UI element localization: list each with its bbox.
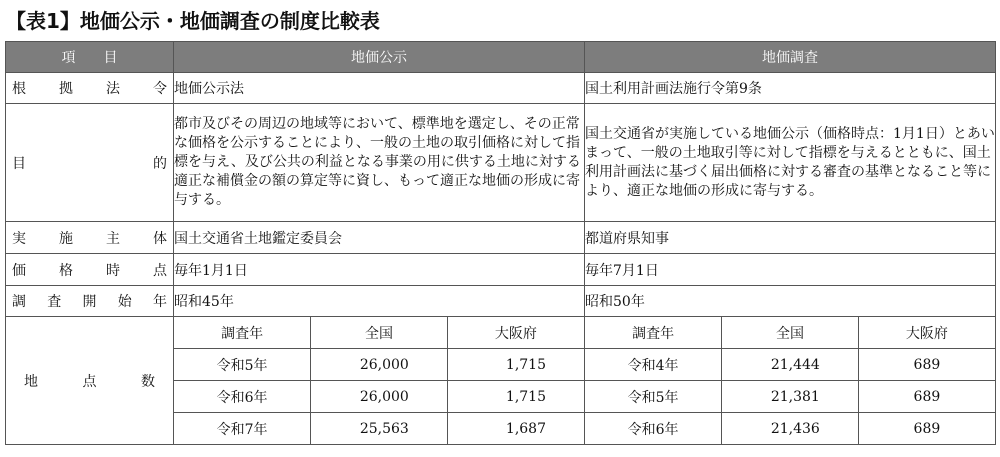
label-purpose bbox=[6, 104, 174, 222]
chosa-national: 21,381 bbox=[722, 381, 859, 413]
koji-osaka: 1,715 bbox=[447, 381, 584, 413]
chosa-year: 令和4年 bbox=[585, 349, 722, 381]
sub-header-national: 全国 bbox=[722, 317, 859, 349]
points-chosa-header bbox=[585, 317, 995, 349]
header-chosa: 地価調査 bbox=[585, 42, 996, 73]
table-row bbox=[174, 349, 584, 381]
label-points-text: 地 点 数 bbox=[24, 373, 155, 390]
start-koji: 昭和45年 bbox=[174, 286, 585, 317]
row-date bbox=[6, 254, 996, 286]
chosa-year: 令和5年 bbox=[585, 381, 722, 413]
table-row bbox=[174, 413, 584, 445]
row-points bbox=[6, 317, 996, 445]
law-koji: 地価公示法 bbox=[174, 73, 585, 104]
table-row bbox=[174, 381, 584, 413]
body-chosa: 都道府県知事 bbox=[585, 222, 996, 254]
sub-header-national: 全国 bbox=[311, 317, 448, 349]
label-points bbox=[6, 317, 174, 445]
koji-national: 26,000 bbox=[311, 349, 448, 381]
row-start bbox=[6, 286, 996, 317]
date-koji: 毎年1月1日 bbox=[174, 254, 585, 286]
purpose-chosa: 国土交通省が実施している地価公示（価格時点：1月1日）とあいまって、一般の土地取引等に対して指標を与えるとともに、国土利用計画法に基づく届出価格に対する審査の基準となること等により、適正な地価の形成に寄与する。 bbox=[585, 104, 996, 222]
header-item: 項 目 bbox=[6, 42, 174, 73]
label-purpose-text: 目 的 bbox=[12, 155, 167, 172]
label-law bbox=[6, 73, 174, 104]
header-koji: 地価公示 bbox=[174, 42, 585, 73]
chosa-osaka: 689 bbox=[858, 381, 995, 413]
table-row bbox=[585, 349, 995, 381]
koji-osaka: 1,687 bbox=[447, 413, 584, 445]
koji-national: 25,563 bbox=[311, 413, 448, 445]
header-row bbox=[6, 42, 996, 73]
sub-header-osaka: 大阪府 bbox=[858, 317, 995, 349]
points-chosa-table bbox=[585, 317, 995, 444]
law-chosa: 国土利用計画法施行令第9条 bbox=[585, 73, 996, 104]
date-chosa: 毎年7月1日 bbox=[585, 254, 996, 286]
chosa-national: 21,444 bbox=[722, 349, 859, 381]
table-title: 【表1】地価公示・地価調査の制度比較表 bbox=[6, 9, 380, 33]
chosa-year: 令和6年 bbox=[627, 421, 679, 438]
label-start bbox=[6, 286, 174, 317]
row-purpose bbox=[6, 104, 996, 222]
koji-osaka: 1,715 bbox=[447, 349, 584, 381]
points-koji-table bbox=[174, 317, 584, 444]
start-chosa: 昭和50年 bbox=[585, 286, 996, 317]
sub-header-year: 調査年 bbox=[585, 317, 722, 349]
label-law-text: 根 拠 法 令 bbox=[12, 81, 167, 97]
body-koji: 国土交通省土地鑑定委員会 bbox=[174, 222, 585, 254]
table-row bbox=[585, 413, 995, 445]
label-date-text: 価 格 時 点 bbox=[12, 262, 167, 279]
sub-header-year: 調査年 bbox=[174, 317, 311, 349]
koji-year: 令和5年 bbox=[174, 349, 311, 381]
label-body-text: 実 施 主 体 bbox=[12, 230, 167, 247]
koji-national: 26,000 bbox=[311, 381, 448, 413]
chosa-osaka: 689 bbox=[858, 413, 995, 445]
points-koji bbox=[174, 317, 585, 445]
row-body bbox=[6, 222, 996, 254]
table-row bbox=[585, 381, 995, 413]
koji-year: 令和7年 bbox=[216, 421, 268, 438]
chosa-national: 21,436 bbox=[722, 413, 859, 445]
points-koji-header bbox=[174, 317, 584, 349]
chosa-osaka: 689 bbox=[858, 349, 995, 381]
koji-year: 令和6年 bbox=[174, 381, 311, 413]
label-body bbox=[6, 222, 174, 254]
label-date bbox=[6, 254, 174, 286]
row-law bbox=[6, 73, 996, 104]
points-chosa bbox=[585, 317, 996, 445]
comparison-table bbox=[5, 41, 996, 445]
label-start-text: 調 査 開 始 年 bbox=[12, 294, 167, 310]
purpose-koji: 都市及びその周辺の地域等において、標準地を選定し、その正常な価格を公示することにより、一般の土地の取引価格に対して指標を与え、及び公共の利益となる事業の用に供する土地に対する適正な補償金の額の算定等に資し、もって適正な地価の形成に寄与する。 bbox=[174, 104, 585, 222]
sub-header-osaka: 大阪府 bbox=[447, 317, 584, 349]
